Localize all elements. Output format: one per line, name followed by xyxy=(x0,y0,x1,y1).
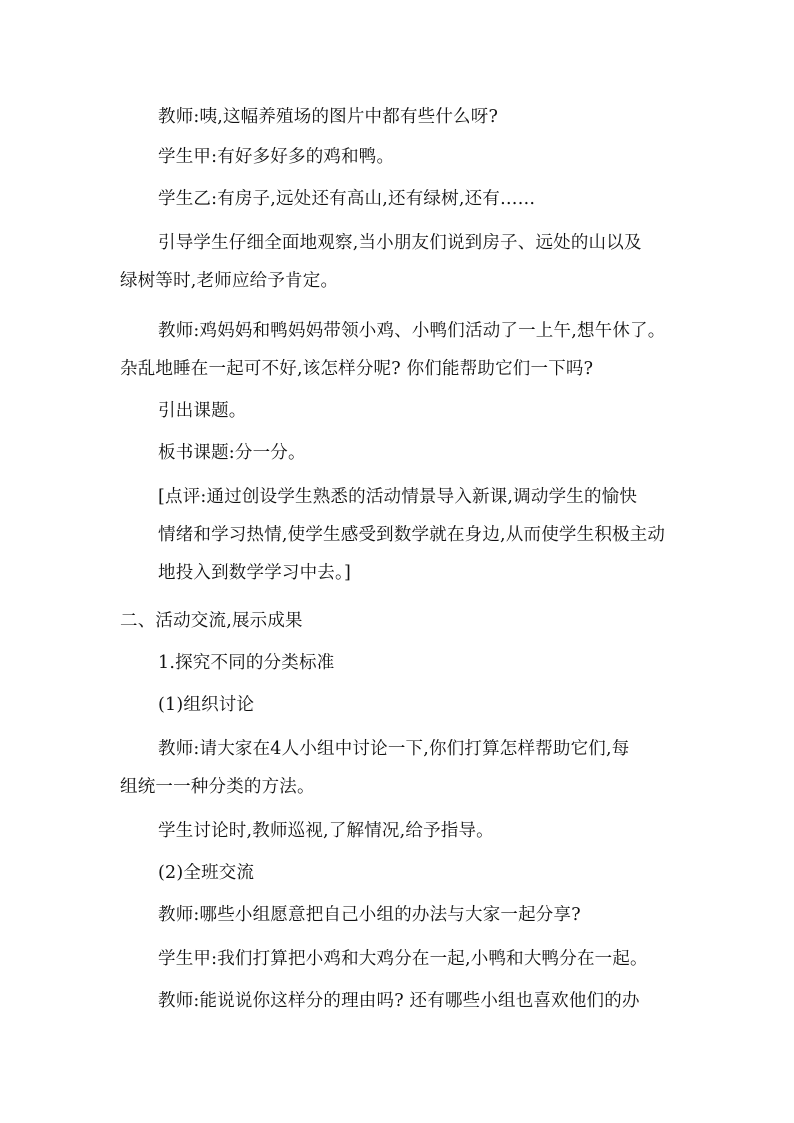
text-line: 情绪和学习热情,使学生感受到数学就在身边,从而使学生积极主动 xyxy=(158,525,666,545)
paragraph-guidance-note xyxy=(120,224,680,300)
text-line: 地投入到数学学习中去。] xyxy=(158,563,351,583)
paragraph-student-a-answer-1 xyxy=(120,138,680,176)
text-line: 学生甲:有好多好多的鸡和鸭。 xyxy=(158,147,395,167)
subheading-classification xyxy=(120,644,680,682)
text-line: 杂乱地睡在一起可不好,该怎样分呢? 你们能帮助它们一下吗? xyxy=(120,359,594,379)
text-line: 1.探究不同的分类标准 xyxy=(158,653,335,673)
subheading-class-exchange xyxy=(120,854,680,892)
text-line: 教师:咦,这幅养殖场的图片中都有些什么呀? xyxy=(158,107,499,127)
text-line: 教师:请大家在4人小组中讨论一下,你们打算怎样帮助它们,每 xyxy=(158,739,630,759)
paragraph-teacher-question-4 xyxy=(120,982,680,1020)
text-line: 教师:哪些小组愿意把自己小组的办法与大家一起分享? xyxy=(158,905,581,925)
section-heading-activity xyxy=(120,602,680,640)
paragraph-board-title xyxy=(120,434,680,472)
paragraph-student-a-answer-2 xyxy=(120,940,680,978)
paragraph-introduce-topic xyxy=(120,392,680,430)
text-line: 引出课题。 xyxy=(158,401,247,421)
paragraph-teacher-instruction xyxy=(120,730,680,806)
text-line: 绿树等时,老师应给予肯定。 xyxy=(120,271,339,291)
text-line: 二、活动交流,展示成果 xyxy=(120,611,303,631)
text-line: [点评:通过创设学生熟悉的活动情景导入新课,调动学生的愉快 xyxy=(158,487,638,507)
text-line: 学生讨论时,教师巡视,了解情况,给予指导。 xyxy=(158,821,494,841)
paragraph-teacher-question-3 xyxy=(120,896,680,934)
paragraph-student-b-answer-1 xyxy=(120,180,680,218)
text-line: 学生甲:我们打算把小鸡和大鸡分在一起,小鸭和大鸭分在一起。 xyxy=(158,949,648,969)
paragraph-student-discussion xyxy=(120,812,680,850)
paragraph-teacher-question-2 xyxy=(120,312,680,388)
subheading-discussion xyxy=(120,686,680,724)
text-line: 组统一一种分类的方法。 xyxy=(120,777,315,797)
text-line: 教师:鸡妈妈和鸭妈妈带领小鸡、小鸭们活动了一上午,想午休了。 xyxy=(158,321,666,341)
text-line: 学生乙:有房子,远处还有高山,还有绿树,还有…… xyxy=(158,189,536,209)
text-line: 教师:能说说你这样分的理由吗? 还有哪些小组也喜欢他们的办 xyxy=(158,991,640,1011)
text-line: (2)全班交流 xyxy=(158,863,255,883)
paragraph-commentary xyxy=(120,478,680,592)
paragraph-teacher-question-1 xyxy=(120,98,680,136)
text-line: 引导学生仔细全面地观察,当小朋友们说到房子、远处的山以及 xyxy=(158,233,642,253)
text-line: (1)组织讨论 xyxy=(158,695,255,715)
text-line: 板书课题:分一分。 xyxy=(158,443,306,463)
